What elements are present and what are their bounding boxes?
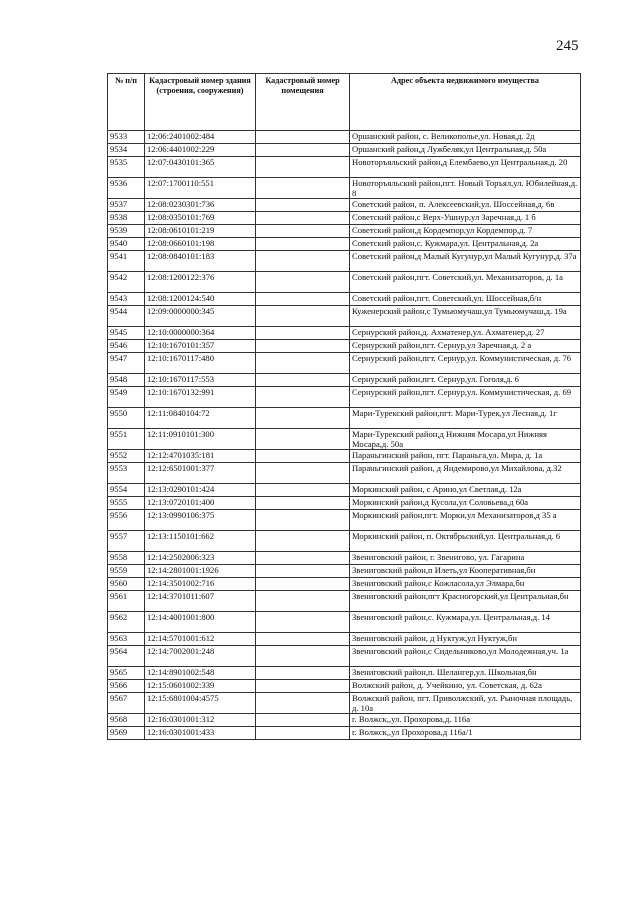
table-row <box>108 591 581 612</box>
cell-building-cadastral: 12:08:0840101:183 <box>145 251 256 272</box>
cell-index: 9533 <box>108 131 145 144</box>
cell-room-cadastral <box>256 144 350 157</box>
cell-room-cadastral <box>256 450 350 463</box>
cell-room-cadastral <box>256 387 350 408</box>
cell-index: 9563 <box>108 633 145 646</box>
table-row <box>108 293 581 306</box>
cell-building-cadastral: 12:14:8901002:548 <box>145 667 256 680</box>
cell-building-cadastral: 12:13:0290101:424 <box>145 484 256 497</box>
cell-room-cadastral <box>256 238 350 251</box>
cell-building-cadastral: 12:14:7002001:248 <box>145 646 256 667</box>
table-row <box>108 633 581 646</box>
cell-index: 9564 <box>108 646 145 667</box>
cell-address: Моркинский район,д Кусола,ул Соловьева,д 60а <box>350 497 581 510</box>
cell-building-cadastral: 12:13:0990106:375 <box>145 510 256 531</box>
cell-index: 9565 <box>108 667 145 680</box>
cell-building-cadastral: 12:08:0350101:769 <box>145 212 256 225</box>
cell-address: Параньгинский район, пгт. Параньга,ул. Мира, д. 1а <box>350 450 581 463</box>
table-row <box>108 353 581 374</box>
cell-address: Советский район,д Кордемпор,ул Кордемпор,д. 7 <box>350 225 581 238</box>
table-row <box>108 463 581 484</box>
table-row <box>108 612 581 633</box>
cell-index: 9536 <box>108 178 145 199</box>
cell-room-cadastral <box>256 693 350 714</box>
cell-address: Моркинский район, п. Октябрьский,ул. Центральная,д. 6 <box>350 531 581 552</box>
cell-address: Советский район,пгт. Советский,ул. Шоссейная,б/н <box>350 293 581 306</box>
cell-building-cadastral: 12:13:0720101:400 <box>145 497 256 510</box>
cell-index: 9547 <box>108 353 145 374</box>
cell-address: Советский район,пгт. Советский,ул. Механизаторов, д. 1а <box>350 272 581 293</box>
cell-address: Оршанский район,д Лужбеляк,ул Центральная,д. 50а <box>350 144 581 157</box>
cell-index: 9561 <box>108 591 145 612</box>
table-row <box>108 552 581 565</box>
cell-room-cadastral <box>256 484 350 497</box>
cell-index: 9566 <box>108 680 145 693</box>
cell-building-cadastral: 12:16:0301001:312 <box>145 714 256 727</box>
cell-room-cadastral <box>256 463 350 484</box>
table-row <box>108 714 581 727</box>
cell-address: Звениговский район,с Сидельниково,ул Молодежная,уч. 1а <box>350 646 581 667</box>
table-row <box>108 680 581 693</box>
cell-address: г. Волжск,,ул. Прохорова,д. 116а <box>350 714 581 727</box>
cell-address: Моркинский район, с Арино,ул Светлая,д. 12а <box>350 484 581 497</box>
cell-building-cadastral: 12:14:4001001:800 <box>145 612 256 633</box>
cell-building-cadastral: 12:06:4401002:229 <box>145 144 256 157</box>
cell-index: 9545 <box>108 327 145 340</box>
table-row <box>108 565 581 578</box>
cell-building-cadastral: 12:14:2502006:323 <box>145 552 256 565</box>
cell-index: 9548 <box>108 374 145 387</box>
cell-index: 9552 <box>108 450 145 463</box>
cell-address: Сернурский район,пгт. Сернур,ул Заречная,д. 2 а <box>350 340 581 353</box>
cell-address: Звениговский район,п. Шелангер,ул. Школьная,бн <box>350 667 581 680</box>
cell-address: Сернурский район,пгт. Сернур,ул. Гоголя,д. 6 <box>350 374 581 387</box>
cell-building-cadastral: 12:08:1200124:540 <box>145 293 256 306</box>
table-row <box>108 450 581 463</box>
cell-index: 9549 <box>108 387 145 408</box>
cell-address: Советский район,с. Кужмара,ул. Центральная,д. 2а <box>350 238 581 251</box>
cell-room-cadastral <box>256 212 350 225</box>
cell-room-cadastral <box>256 225 350 238</box>
cell-address: Звениговский район, д Нуктуж,ул Нуктуж,бн <box>350 633 581 646</box>
cell-address: Советский район,д Малый Кугунур,ул Малый Кугунур,д. 37а <box>350 251 581 272</box>
table-row <box>108 667 581 680</box>
cell-index: 9556 <box>108 510 145 531</box>
cell-building-cadastral: 12:14:2801001:1926 <box>145 565 256 578</box>
cell-index: 9555 <box>108 497 145 510</box>
table-row <box>108 199 581 212</box>
table-row <box>108 238 581 251</box>
cell-building-cadastral: 12:15:6801004:4575 <box>145 693 256 714</box>
page-number: 245 <box>556 38 579 54</box>
cell-address: г. Волжск,,ул Прохорова,д 116а/1 <box>350 727 581 740</box>
table-row <box>108 178 581 199</box>
cell-index: 9541 <box>108 251 145 272</box>
cell-building-cadastral: 12:10:1670132:991 <box>145 387 256 408</box>
cell-building-cadastral: 12:06:2401002:484 <box>145 131 256 144</box>
cell-room-cadastral <box>256 667 350 680</box>
table-row <box>108 646 581 667</box>
cell-address: Новоторъяльский район,пгт. Новый Торъял,ул. Юбилейная,д. 8 <box>350 178 581 199</box>
cell-index: 9562 <box>108 612 145 633</box>
cell-room-cadastral <box>256 531 350 552</box>
cell-building-cadastral: 12:08:0610101:219 <box>145 225 256 238</box>
header-room-cadastral: Кадастровый номер помещения <box>256 74 350 131</box>
cell-address: Звениговский район,с Кожласола,ул Элмара,бн <box>350 578 581 591</box>
cell-address: Звениговский район,с. Кужмара,ул. Центральная,д. 14 <box>350 612 581 633</box>
cell-address: Советский район,с Верх-Ушнур,ул Заречная,д. 1 б <box>350 212 581 225</box>
cell-room-cadastral <box>256 251 350 272</box>
property-registry-table <box>107 73 581 740</box>
cell-room-cadastral <box>256 680 350 693</box>
table-row <box>108 340 581 353</box>
cell-address: Волжский район, пгт. Приволжский, ул. Рыночная площадь, д. 10а <box>350 693 581 714</box>
table-row <box>108 484 581 497</box>
cell-room-cadastral <box>256 578 350 591</box>
cell-building-cadastral: 12:12:6501001:377 <box>145 463 256 484</box>
cell-building-cadastral: 12:11:0840104:72 <box>145 408 256 429</box>
cell-index: 9537 <box>108 199 145 212</box>
cell-address: Советский район, п. Алексеевский,ул. Шоссейная,д. 6в <box>350 199 581 212</box>
cell-room-cadastral <box>256 293 350 306</box>
cell-building-cadastral: 12:14:5701001:612 <box>145 633 256 646</box>
cell-address: Звениговский район,п Илеть,ул Кооперативная,бн <box>350 565 581 578</box>
cell-room-cadastral <box>256 727 350 740</box>
cell-address: Сернурский район,пгт. Сернур,ул. Коммунистическая, д. 76 <box>350 353 581 374</box>
cell-room-cadastral <box>256 591 350 612</box>
table-row <box>108 727 581 740</box>
cell-index: 9567 <box>108 693 145 714</box>
cell-room-cadastral <box>256 199 350 212</box>
cell-building-cadastral: 12:16:0301001:433 <box>145 727 256 740</box>
table-row <box>108 212 581 225</box>
cell-index: 9551 <box>108 429 145 450</box>
table-header-row <box>108 74 581 131</box>
table-row <box>108 144 581 157</box>
cell-index: 9546 <box>108 340 145 353</box>
table-row <box>108 531 581 552</box>
table-row <box>108 327 581 340</box>
cell-building-cadastral: 12:14:3501002:716 <box>145 578 256 591</box>
cell-room-cadastral <box>256 497 350 510</box>
header-index: № п/п <box>108 74 145 131</box>
cell-room-cadastral <box>256 374 350 387</box>
cell-index: 9557 <box>108 531 145 552</box>
cell-room-cadastral <box>256 272 350 293</box>
cell-building-cadastral: 12:14:3701011:607 <box>145 591 256 612</box>
cell-index: 9559 <box>108 565 145 578</box>
cell-address: Параньгинский район, д Яндемирово,ул Михайлова, д.32 <box>350 463 581 484</box>
cell-address: Моркинский район,пгт. Морки,ул Механизаторов,д 35 а <box>350 510 581 531</box>
cell-room-cadastral <box>256 429 350 450</box>
cell-index: 9539 <box>108 225 145 238</box>
header-building-cadastral: Кадастровый номер здания (строения, сооружения) <box>145 74 256 131</box>
cell-building-cadastral: 12:11:0910101:300 <box>145 429 256 450</box>
cell-building-cadastral: 12:08:0660101:198 <box>145 238 256 251</box>
cell-room-cadastral <box>256 510 350 531</box>
cell-index: 9568 <box>108 714 145 727</box>
table-row <box>108 429 581 450</box>
cell-building-cadastral: 12:15:0601002:339 <box>145 680 256 693</box>
cell-building-cadastral: 12:10:1670117:480 <box>145 353 256 374</box>
table-row <box>108 251 581 272</box>
cell-index: 9553 <box>108 463 145 484</box>
cell-room-cadastral <box>256 178 350 199</box>
table-row <box>108 693 581 714</box>
cell-address: Сернурский район,пгт. Сернур,ул. Коммунистическая, д. 69 <box>350 387 581 408</box>
cell-room-cadastral <box>256 340 350 353</box>
cell-index: 9540 <box>108 238 145 251</box>
cell-index: 9560 <box>108 578 145 591</box>
cell-address: Звениговский район, г. Звенигово, ул. Гагарина <box>350 552 581 565</box>
cell-room-cadastral <box>256 646 350 667</box>
cell-address: Новоторъяльский район,д Елембаево,ул Центральная,д. 20 <box>350 157 581 178</box>
table-row <box>108 408 581 429</box>
cell-room-cadastral <box>256 157 350 178</box>
cell-room-cadastral <box>256 306 350 327</box>
cell-index: 9544 <box>108 306 145 327</box>
cell-index: 9550 <box>108 408 145 429</box>
cell-index: 9554 <box>108 484 145 497</box>
table-row <box>108 131 581 144</box>
table-row <box>108 578 581 591</box>
cell-room-cadastral <box>256 327 350 340</box>
cell-address: Сернурский район,д. Ахматенер,ул. Ахматенер,д. 27 <box>350 327 581 340</box>
cell-room-cadastral <box>256 408 350 429</box>
cell-building-cadastral: 12:08:1200122:376 <box>145 272 256 293</box>
cell-room-cadastral <box>256 552 350 565</box>
table-row <box>108 306 581 327</box>
cell-index: 9558 <box>108 552 145 565</box>
cell-index: 9534 <box>108 144 145 157</box>
table-row <box>108 272 581 293</box>
cell-building-cadastral: 12:07:1700110:551 <box>145 178 256 199</box>
cell-index: 9538 <box>108 212 145 225</box>
cell-index: 9535 <box>108 157 145 178</box>
cell-building-cadastral: 12:10:1670117:553 <box>145 374 256 387</box>
cell-building-cadastral: 12:13:1150101:662 <box>145 531 256 552</box>
table-row <box>108 497 581 510</box>
table-row <box>108 374 581 387</box>
cell-building-cadastral: 12:10:0000000:364 <box>145 327 256 340</box>
cell-building-cadastral: 12:07:0430101:365 <box>145 157 256 178</box>
table-row <box>108 510 581 531</box>
cell-building-cadastral: 12:09:0000000:345 <box>145 306 256 327</box>
cell-address: Куженерский район,с Тумьюмучаш,ул Тумьюмучаш,д. 19а <box>350 306 581 327</box>
cell-address: Звениговский район,пгт Красногорский,ул Центральная,бн <box>350 591 581 612</box>
cell-index: 9542 <box>108 272 145 293</box>
cell-room-cadastral <box>256 353 350 374</box>
cell-index: 9543 <box>108 293 145 306</box>
cell-address: Мари-Турекский район,пгт. Мари-Турек,ул Лесная,д. 1г <box>350 408 581 429</box>
cell-address: Волжский район, д. Учейкино, ул. Советская, д. 62а <box>350 680 581 693</box>
cell-room-cadastral <box>256 612 350 633</box>
cell-room-cadastral <box>256 131 350 144</box>
cell-room-cadastral <box>256 633 350 646</box>
table-row <box>108 387 581 408</box>
cell-room-cadastral <box>256 714 350 727</box>
cell-building-cadastral: 12:08:0230301:736 <box>145 199 256 212</box>
cell-room-cadastral <box>256 565 350 578</box>
cell-building-cadastral: 12:10:1670101:357 <box>145 340 256 353</box>
table-row <box>108 225 581 238</box>
cell-index: 9569 <box>108 727 145 740</box>
cell-address: Мари-Турекский район,д Нижняя Мосара,ул Нижняя Мосара,д. 50а <box>350 429 581 450</box>
cell-address: Оршанский район, с. Великополье,ул. Новая,д. 2д <box>350 131 581 144</box>
header-address: Адрес объекта недвижимого имущества <box>350 74 581 131</box>
cell-building-cadastral: 12:12:4701035:181 <box>145 450 256 463</box>
table-row <box>108 157 581 178</box>
